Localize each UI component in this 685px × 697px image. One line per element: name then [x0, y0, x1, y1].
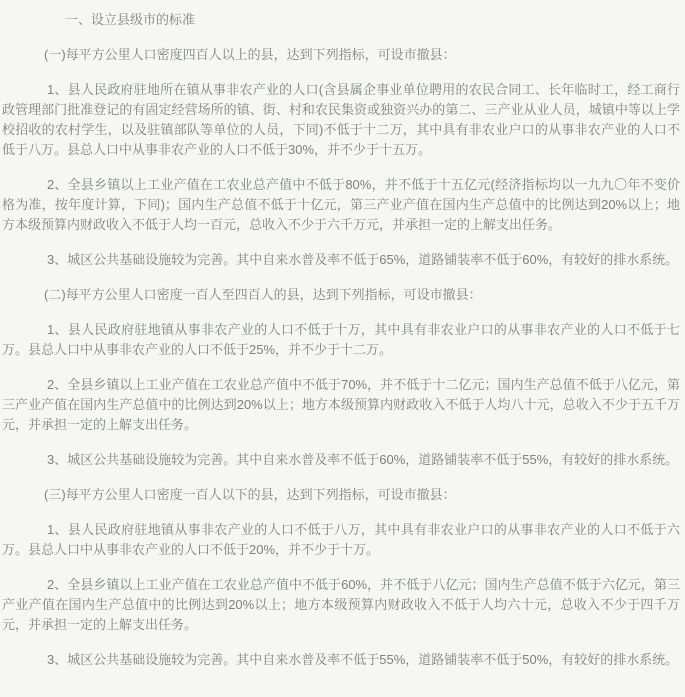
- section-2-clause-3: 3、城区公共基础设施较为完善。其中自来水普及率不低于60%，道路铺装率不低于55%，有较好的排水系统。: [47, 452, 679, 467]
- section-1-clause-2: 2、全县乡镇以上工业产值在工农业总产值中不低于80%，并不低于十五亿元(经济指标均以一九九〇年不变价格为准，按年度计算，下同)；国内生产总值不低于十亿元，第三产业产值在国内生产总值中的比例达到20%以上；地方本级预算内财政收入不低于人均一百元，总收入不少于六千万元，并承担一定的上解支出任务。: [2, 177, 680, 232]
- section-1-heading: (一)每平方公里人口密度四百人以上的县，达到下列指标，可设市撤县：: [44, 47, 456, 62]
- section-3-clause-1: 1、县人民政府驻地镇从事非农产业的人口不低于八万，其中具有非农业户口的从事非农产业的人口不低于六万。县总人口中从事非农产业的人口不低于20%，并不少于十万。: [2, 522, 680, 557]
- section-3-clause-2: 2、全县乡镇以上工业产值在工农业总产值中不低于60%，并不低于八亿元；国内生产总值不低于六亿元，第三产业产值在国内生产总值中的比例达到20%以上；地方本级预算内财政收入不低于人均六十元，总收入不少于四千万元，并承担一定的上解支出任务。: [2, 577, 680, 632]
- section-1-clause-3: 3、城区公共基础设施较为完善。其中自来水普及率不低于65%，道路铺装率不低于60%，有较好的排水系统。: [47, 252, 679, 267]
- section-3-heading: (三)每平方公里人口密度一百人以下的县，达到下列指标，可设市撤县：: [44, 487, 456, 502]
- section-2-clause-1: 1、县人民政府驻地镇从事非农产业的人口不低于十万，其中具有非农业户口的从事非农产业的人口不低于七万。县总人口中从事非农产业的人口不低于25%，并不少于十二万。: [2, 322, 680, 357]
- section-3-clause-3: 3、城区公共基础设施较为完善。其中自来水普及率不低于55%，道路铺装率不低于50%，有较好的排水系统。: [47, 652, 679, 667]
- section-2-clause-2: 2、全县乡镇以上工业产值在工农业总产值中不低于70%，并不低于十二亿元；国内生产总值不低于八亿元，第三产业产值在国内生产总值中的比例达到20%以上；地方本级预算内财政收入不低于人均八十元，总收入不少于五千万元，并承担一定的上解支出任务。: [2, 377, 680, 432]
- doc-title: 一、设立县级市的标准: [65, 12, 196, 27]
- section-2-heading: (二)每平方公里人口密度一百人至四百人的县，达到下列指标，可设市撤县：: [44, 287, 482, 302]
- section-1-clause-1: 1、县人民政府驻地所在镇从事非农产业的人口(含县属企事业单位聘用的农民合同工、长年临时工，经工商行政管理部门批准登记的有固定经营场所的镇、街、村和农民集资或独资兴办的第二、三产业从业人员，城镇中等以上学校招收的农村学生，以及驻镇部队等单位的人员，下同)不低于十二万，其中具有非农业户口的从事非农产业的人口不低于八万。县总人口中从事非农产业的人口不低于30%，并不少于十五万。: [2, 82, 680, 157]
